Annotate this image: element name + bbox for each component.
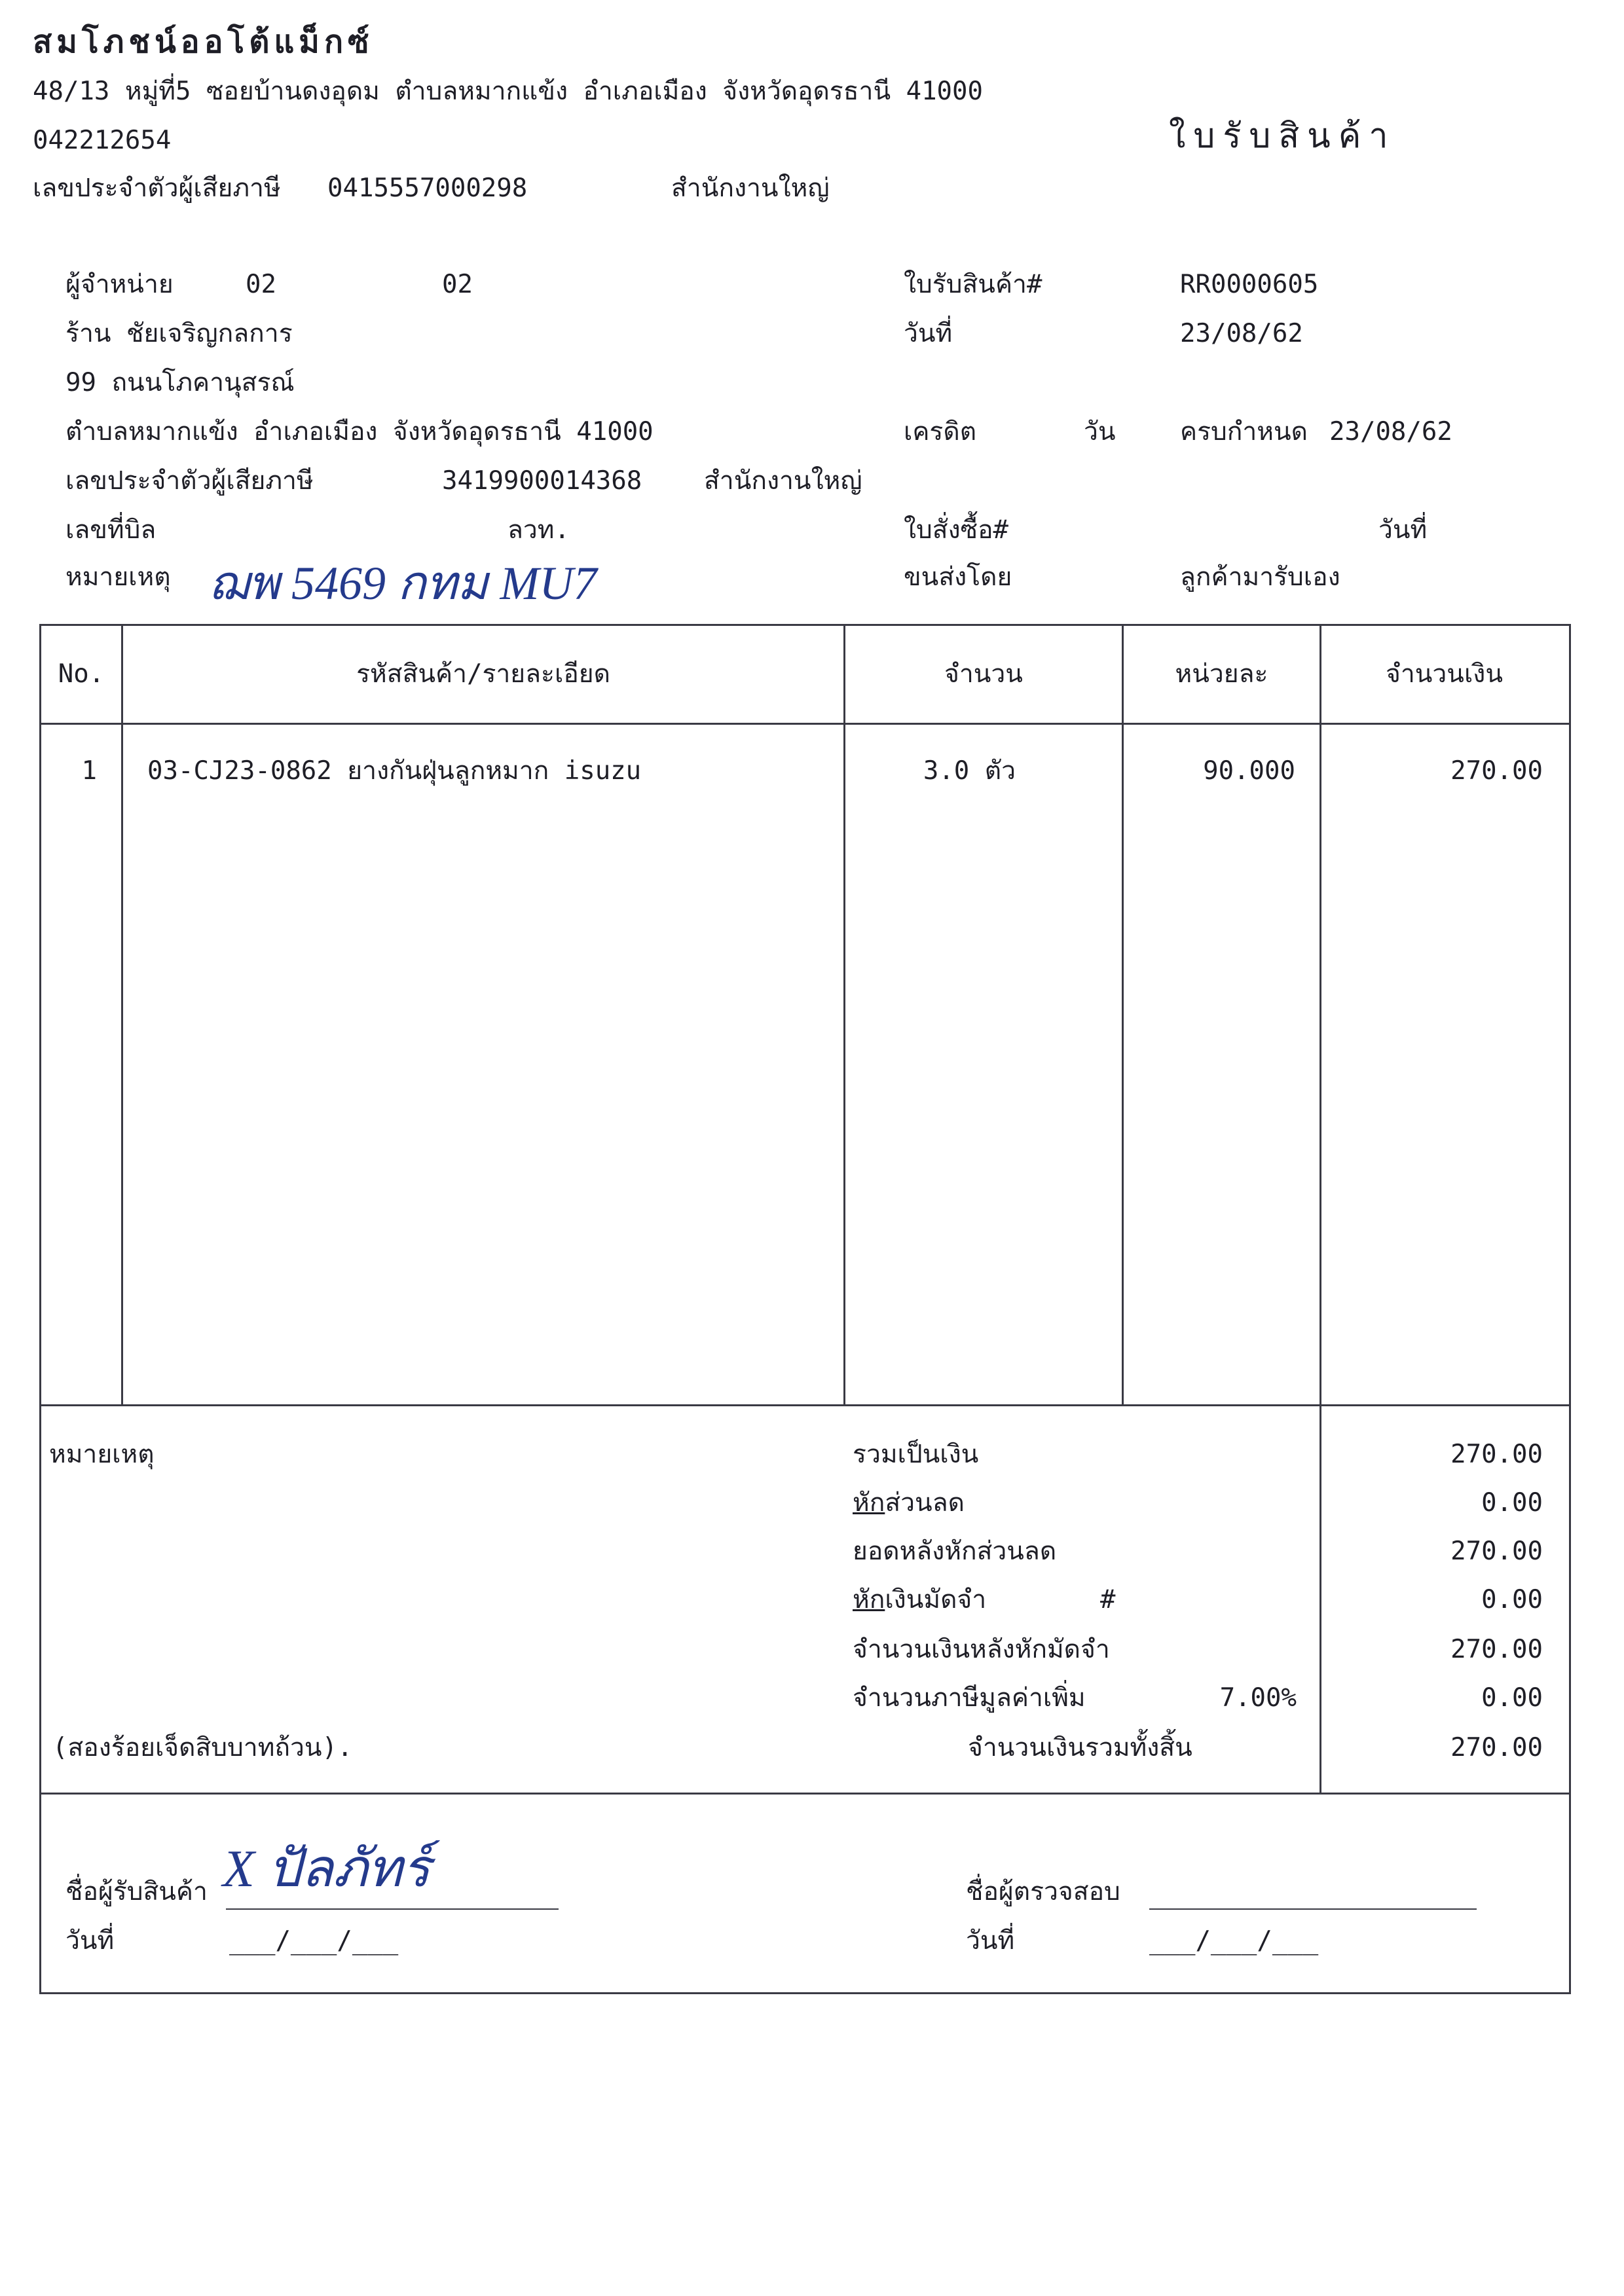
date-value: 23/08/62 — [1180, 319, 1303, 348]
checker-date-label: วันที่ — [966, 1926, 1015, 1956]
company-tax-id: 0415557000298 — [327, 173, 528, 203]
amount-in-words: (สองร้อยเจ็ดสิบบาทถ้วน). — [52, 1733, 353, 1762]
row-amount: 270.00 — [1450, 756, 1543, 786]
row-no: 1 — [81, 756, 97, 786]
after-discount-label: ยอดหลังหักส่วนลด — [853, 1537, 1057, 1566]
vat-value: 0.00 — [1481, 1683, 1543, 1713]
po-date-label: วันที่ — [1378, 515, 1428, 545]
total-value: 270.00 — [1450, 1733, 1543, 1762]
receipt-no: RR0000605 — [1180, 270, 1319, 299]
col-divider-4 — [1320, 624, 1321, 1793]
deposit-label-rest: เงินมัดจำ — [885, 1585, 987, 1614]
date-label: วันที่ — [904, 319, 953, 348]
credit-label: เครดิต — [904, 417, 977, 446]
supplier-address-2: ตำบลหมากแข้ง อำเภอเมือง จังหวัดอุดรธานี 41000 — [65, 417, 654, 446]
checker-date-blank: ___/___/___ — [1149, 1926, 1319, 1956]
col-divider-3 — [1122, 624, 1124, 1404]
col-header-description: รหัสสินค้า/รายละเอียด — [356, 659, 610, 689]
company-name: สมโภชน์ออโต้แม็กซ์ — [33, 24, 374, 60]
col-header-unit-price: หน่วยละ — [1175, 659, 1268, 689]
company-phone: 042212654 — [33, 126, 172, 155]
supplier-tax-label: เลขประจำตัวผู้เสียภาษี — [65, 466, 314, 496]
checker-signature-line — [1149, 1908, 1477, 1910]
discount-label-rest: ส่วนลด — [885, 1488, 965, 1518]
supplier-label: ผู้จำหน่าย — [65, 270, 174, 299]
document-table-frame — [39, 624, 1571, 1994]
due-date: 23/08/62 — [1329, 417, 1452, 446]
row-description: 03-CJ23-0862 ยางกันฝุ่นลูกหมาก isuzu — [147, 756, 642, 786]
company-branch: สำนักงานใหญ่ — [671, 173, 830, 203]
company-address: 48/13 หมู่ที่5 ซอยบ้านดงอุดม ตำบลหมากแข้ง อำเภอเมือง จังหวัดอุดรธานี 41000 — [33, 77, 983, 106]
discount-label-deduct: หัก — [853, 1488, 885, 1518]
col-header-quantity: จำนวน — [944, 659, 1023, 689]
vat-rate: 7.00% — [1219, 1683, 1297, 1713]
receiver-label: ชื่อผู้รับสินค้า — [65, 1877, 208, 1906]
po-label: ใบสั่งซื้อ# — [904, 515, 1009, 545]
bill-no-label: เลขที่บิล — [65, 515, 157, 545]
receipt-no-label: ใบรับสินค้า# — [904, 270, 1043, 299]
shipping-label: ขนส่งโดย — [904, 562, 1012, 592]
subtotal-label: รวมเป็นเงิน — [853, 1440, 979, 1469]
summary-divider — [39, 1793, 1569, 1795]
remark-handwritten: ฌพ 5469 กทม MU7 — [208, 557, 597, 610]
col-divider-1 — [121, 624, 123, 1404]
remark-label: หมายเหตุ — [65, 562, 171, 592]
vat-label: จำนวนภาษีมูลค่าเพิ่ม — [853, 1683, 1086, 1713]
body-divider — [39, 1404, 1569, 1406]
col-divider-2 — [843, 624, 845, 1404]
after-deposit-label: จำนวนเงินหลังหักมัดจำ — [853, 1635, 1110, 1664]
supplier-code-1: 02 — [246, 270, 276, 299]
supplier-tax-id: 3419900014368 — [442, 466, 642, 496]
company-tax-label: เลขประจำตัวผู้เสียภาษี — [33, 173, 281, 203]
deposit-label-deduct: หัก — [853, 1585, 885, 1614]
shipping-value: ลูกค้ามารับเอง — [1180, 562, 1340, 592]
receiver-date-label: วันที่ — [65, 1926, 115, 1956]
bill-ref: ลวท. — [507, 515, 570, 545]
deposit-hash: # — [1100, 1585, 1116, 1614]
total-label: จำนวนเงินรวมทั้งสิ้น — [968, 1733, 1192, 1762]
receiver-date-blank: ___/___/___ — [229, 1926, 399, 1956]
col-header-no: No. — [58, 659, 105, 689]
due-label: ครบกำหนด — [1180, 417, 1308, 446]
document-title: ใบรับสินค้า — [1169, 117, 1396, 156]
supplier-name: ร้าน ชัยเจริญกลการ — [65, 319, 293, 348]
supplier-address-1: 99 ถนนโภคานุสรณ์ — [65, 368, 295, 397]
discount-label — [853, 1490, 965, 1516]
discount-value: 0.00 — [1481, 1488, 1543, 1518]
row-unit-price: 90.000 — [1203, 756, 1295, 786]
header-divider — [39, 723, 1569, 725]
receiver-signature-line — [226, 1908, 559, 1910]
after-discount-value: 270.00 — [1450, 1537, 1543, 1566]
supplier-branch: สำนักงานใหญ่ — [704, 466, 862, 496]
row-quantity: 3.0 ตัว — [923, 756, 1016, 786]
subtotal-value: 270.00 — [1450, 1440, 1543, 1469]
supplier-code-2: 02 — [442, 270, 473, 299]
credit-unit: วัน — [1084, 417, 1116, 446]
summary-remark-label: หมายเหตุ — [49, 1440, 155, 1469]
deposit-label — [853, 1587, 986, 1613]
col-header-amount: จำนวนเงิน — [1385, 659, 1503, 689]
receiver-signature: X ปัลภัทร์ — [223, 1840, 431, 1898]
after-deposit-value: 270.00 — [1450, 1635, 1543, 1664]
deposit-value: 0.00 — [1481, 1585, 1543, 1614]
checker-label: ชื่อผู้ตรวจสอบ — [966, 1877, 1120, 1906]
